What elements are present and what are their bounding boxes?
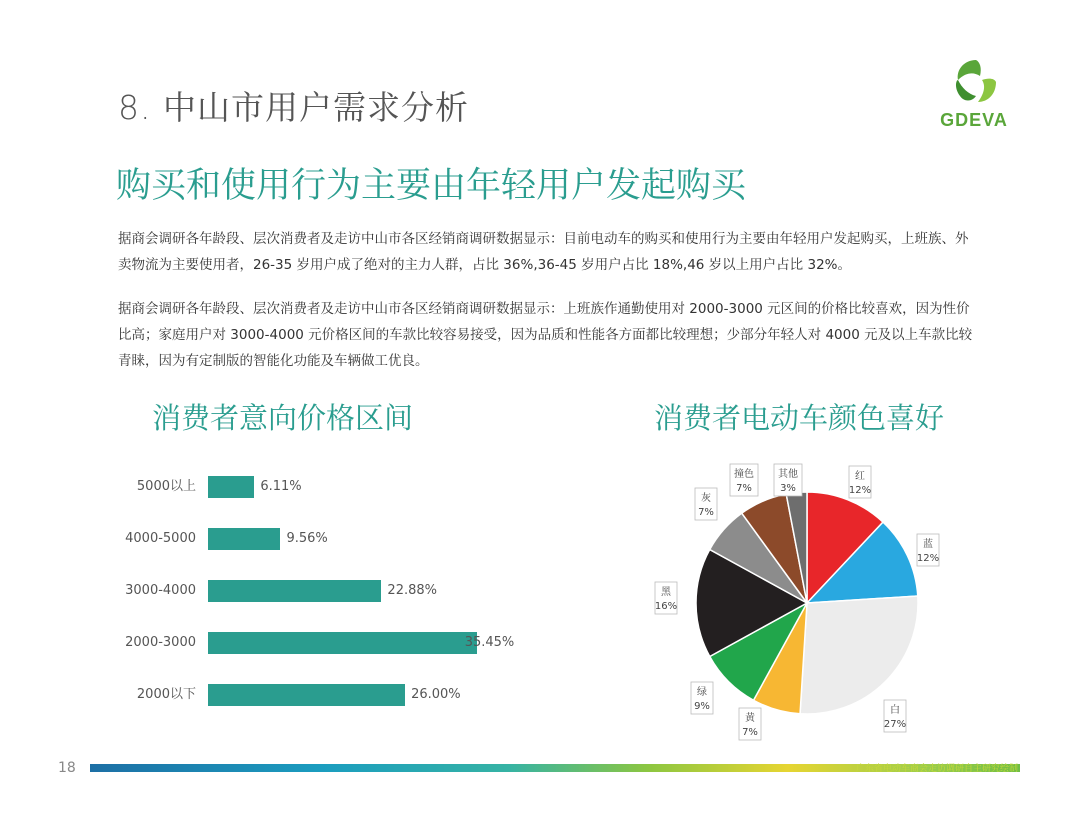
pie-label-value: 12%: [848, 485, 872, 496]
paragraph-1: 据商会调研各年龄段、层次消费者及走访中山市各区经销商调研数据显示：目前电动车的购买和使用行为主要由年轻用户发起购买，上班族、外卖物流为主要使用者，26-35 岁用户成了绝对的主力人群，占比 36%,36-45 岁用户占比 18%,46 岁以上用户占比 32%。: [118, 231, 969, 273]
pie-label: [849, 466, 871, 498]
bar-value-label: 26.00%: [411, 687, 461, 702]
headline: 购买和使用行为主要由年轻用户发起购买: [116, 166, 747, 206]
pie-label: [730, 464, 758, 496]
bar: [208, 684, 405, 706]
pie-label-value: 3%: [780, 483, 796, 494]
pie-label-value: 7%: [698, 507, 714, 518]
bar-value-label: 35.45%: [464, 635, 515, 650]
pie-label: [884, 700, 906, 732]
bar-value-label: 9.56%: [286, 531, 328, 546]
pie-label: [695, 488, 717, 520]
bar-category-label: 2000以下: [136, 687, 196, 702]
page-number: 18: [58, 760, 76, 776]
pie-label: [655, 582, 677, 614]
pie-label-name: 撞色: [734, 469, 754, 480]
footer-source: 广东省电动车商会走访调研自主研究绘制: [855, 764, 1018, 774]
logo-text: GDEVA: [940, 110, 1008, 130]
pie-label-name: 白: [890, 705, 900, 716]
pie-label-value: 12%: [916, 553, 940, 564]
bar-value-label: 6.11%: [260, 479, 302, 494]
color-preference-pie-chart: [640, 450, 960, 750]
pie-label-name: 蓝: [923, 539, 933, 550]
pie-label-name: 黄: [745, 713, 755, 724]
pie-chart-title: 消费者电动车颜色喜好: [654, 401, 945, 435]
pie-label: [917, 534, 939, 566]
pie-label-value: 27%: [883, 719, 907, 730]
pie-label-name: 黑: [661, 587, 671, 598]
pie-slice-白: [800, 596, 918, 714]
bar-value-label: 22.88%: [387, 583, 437, 598]
pie-label-value: 9%: [694, 701, 710, 712]
section-title: 8. 中山市用户需求分析: [118, 88, 469, 127]
bar-category-label: 3000-4000: [125, 583, 196, 598]
bar-category-label: 4000-5000: [125, 531, 196, 546]
pie-label-name: 红: [855, 471, 865, 482]
bar-category-label: 2000-3000: [125, 635, 196, 650]
pie-label-value: 16%: [654, 601, 678, 612]
bar: [208, 580, 381, 602]
bar: [208, 528, 280, 550]
bar: [208, 476, 254, 498]
paragraph-2: 据商会调研各年龄段、层次消费者及走访中山市各区经销商调研数据显示：上班族作通勤使用对 2000-3000 元区间的价格比较喜欢，因为性价比高；家庭用户对 3000-4000 元价格区间的车款比较容易接受，因为品质和性能各方面都比较理想；少部分年轻人对 4000 元及以上车款比较青睐，因为有定制版的智能化功能及车辆做工优良。: [118, 301, 973, 369]
pie-label: [691, 682, 713, 714]
pie-label-value: 7%: [736, 483, 752, 494]
bar-chart-title: 消费者意向价格区间: [152, 401, 414, 435]
bar: [208, 632, 477, 654]
pie-label-name: 其他: [778, 469, 798, 480]
bar-category-label: 5000以上: [136, 479, 196, 494]
pie-label: [774, 464, 802, 496]
pie-label-value: 7%: [742, 727, 758, 738]
pie-label-name: 灰: [701, 493, 711, 504]
pie-label-name: 绿: [697, 687, 707, 698]
pie-label: [739, 708, 761, 740]
